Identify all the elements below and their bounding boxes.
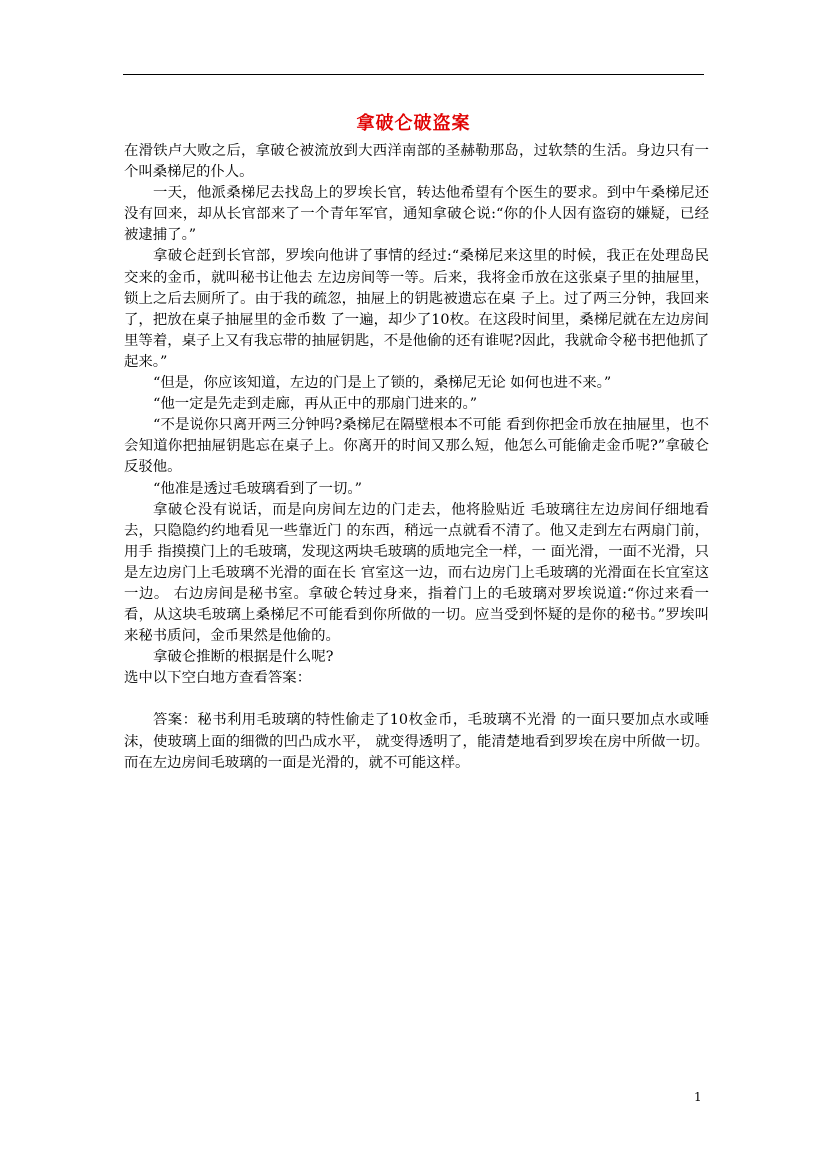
answer-paragraph[interactable]: 答案：秘书利用毛玻璃的特性偷走了10枚金币，毛玻璃不光滑 的一面只要加点水或唾沫，使玻璃上面的细微的凹凸成水平， 就变得透明了，能清楚地看到罗埃在房中所做一切。而在左边房间毛玻璃的一面是光滑的，就不可能这样。	[124, 712, 709, 771]
paragraph: 选中以下空白地方查看答案：	[124, 670, 312, 687]
blank-answer-gap	[124, 689, 709, 710]
paragraph: “但是，你应该知道，左边的门是上了锁的，桑梯尼无论 如何也进不来。”	[153, 375, 612, 392]
paragraph: “他准是透过毛玻璃看到了一切。”	[153, 480, 362, 497]
paragraph: 在滑铁卢大败之后，拿破仑被流放到大西洋南部的圣赫勒那岛，过软禁的生活。身边只有一个叫桑梯尼的仆人。	[124, 143, 709, 181]
paragraph: 拿破仑推断的根据是什么呢?	[153, 649, 334, 666]
document-body	[124, 141, 709, 774]
paragraph: 拿破仑赶到长官部，罗埃向他讲了事情的经过:“桑梯尼来这里的时候，我正在处理岛民交来的金币，就叫秘书让他去 左边房间等一等。后来，我将金币放在这张桌子里的抽屉里，锁上之后去厕所了。由于我的疏忽，抽屉上的钥匙被遗忘在桌 子上。过了两三分钟，我回来了，把放在桌子抽屉里的金币数 了一遍，却少了10枚。在这段时间里，桑梯尼就在左边房间里等着，桌子上又有我忘带的抽屉钥匙，不是他偷的还有谁呢?因此，我就命令秘书把他抓了起来。”	[124, 248, 709, 370]
paragraph: “不是说你只离开两三分钟吗?桑梯尼在隔壁根本不可能 看到你把金币放在抽屉里，也不会知道你把抽屉钥匙忘在桌子上。你离开的时间又那么短，他怎么可能偷走金币呢?”拿破仑反驳他。	[124, 417, 709, 476]
document-title: 拿破仑破盗案	[356, 113, 471, 134]
paragraph: 一天，他派桑梯尼去找岛上的罗埃长官，转达他希望有个医生的要求。到中午桑梯尼还没有回来，却从长官部来了一个青年军官，通知拿破仑说:“你的仆人因有盗窃的嫌疑，已经被逮捕了。”	[124, 185, 709, 244]
header-rule	[123, 74, 704, 75]
paragraph: “他一定是先走到走廊，再从正中的那扇门进来的。”	[153, 396, 478, 413]
paragraph: 拿破仑没有说话，而是向房间左边的门走去，他将脸贴近 毛玻璃往左边房间仔细地看去，只隐隐约约地看见一些靠近门 的东西，稍远一点就看不清了。他又走到左右两扇门前，用手 指摸摸门上的毛玻璃，发现这两块毛玻璃的质地完全一样，一 面光滑，一面不光滑，只是左边房门上毛玻璃不光滑的面在长 官室这一边，而右边房门上毛玻璃的光滑面在长宜室这一边。 右边房间是秘书室。拿破仑转过身来，指着门上的毛玻璃对罗埃说道:“你过来看一看，从这块毛玻璃上桑梯尼不可能看到你所做的一切。应当受到怀疑的是你的秘书。”罗埃叫来秘书质问，金币果然是他偷的。	[124, 501, 709, 645]
page-number: 1	[694, 1090, 702, 1104]
